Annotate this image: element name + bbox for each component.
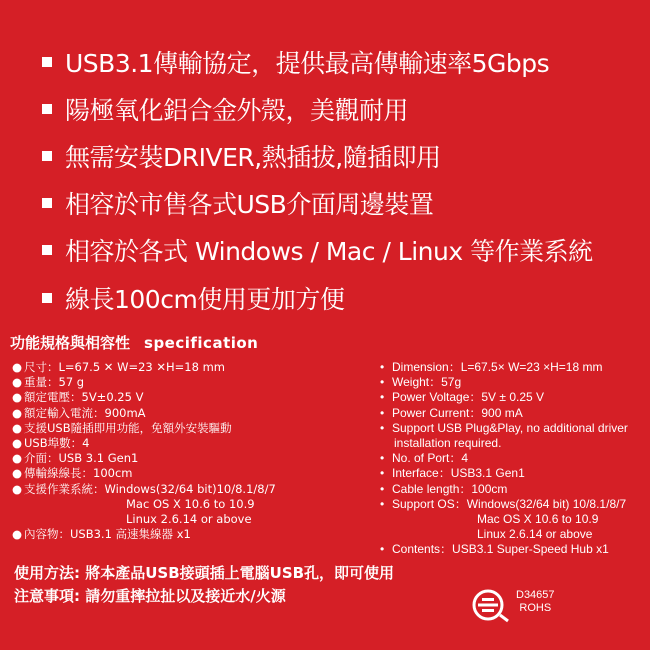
spec-item: ● 支援USB隨插即用功能，免額外安裝驅動	[12, 420, 232, 435]
spec-item-continuation: installation required.	[394, 436, 502, 451]
dot-bullet-icon: ●	[12, 390, 23, 405]
dot-bullet-icon: ●	[12, 420, 23, 435]
spec-list-en	[380, 360, 628, 558]
feature-text: 相容於市售各式USB介面周邊裝置	[65, 190, 434, 220]
dot-bullet-icon: •	[380, 360, 385, 374]
dot-bullet-icon: ●	[12, 481, 23, 496]
dot-bullet-icon: •	[380, 451, 385, 466]
dot-bullet-icon: ●	[12, 375, 23, 390]
spec-item: ● 額定輸入電流：900mA	[12, 405, 146, 420]
square-bullet-icon	[42, 151, 52, 161]
feature-list	[42, 38, 642, 321]
bsmi-certification-icon	[470, 587, 512, 623]
square-bullet-icon	[42, 198, 52, 208]
feature-text: 相容於各式 Windows / Mac / Linux 等作業系統	[65, 237, 593, 267]
dot-bullet-icon: •	[380, 390, 385, 405]
feature-text: 無需安裝DRIVER,熱插拔,隨插即用	[65, 142, 441, 172]
feature-item	[42, 180, 642, 227]
spec-heading	[10, 332, 258, 353]
usage-method: 使用方法: 將本產品USB接頭插上電腦USB孔，即可使用	[14, 564, 395, 582]
spec-list-zh	[12, 360, 276, 542]
spec-item: • Cable length：100cm	[380, 481, 508, 496]
spec-item: ● 介面：USB 3.1 Gen1	[12, 451, 139, 466]
dot-bullet-icon: •	[380, 420, 385, 435]
feature-item	[42, 132, 642, 179]
spec-item-continuation: Linux 2.6.14 or above	[126, 512, 252, 527]
dot-bullet-icon: ●	[12, 451, 23, 466]
spec-item: ● USB埠數：4	[12, 436, 90, 451]
feature-item	[42, 227, 642, 274]
spec-item: • Weight：57g	[380, 375, 462, 390]
dot-bullet-icon: ●	[12, 466, 23, 481]
spec-item: • Power Voltage：5V ± 0.25 V	[380, 390, 545, 405]
spec-item: ● 傳輸線線長：100cm	[12, 466, 133, 481]
feature-text: 陽極氧化鋁合金外殼，美觀耐用	[65, 95, 409, 125]
square-bullet-icon	[42, 293, 52, 303]
certification-mark	[470, 585, 580, 625]
spec-item: ● 尺寸：L=67.5 ✕ W=23 ✕H=18 mm	[12, 360, 226, 374]
square-bullet-icon	[42, 104, 52, 114]
spec-heading-en: specification	[144, 334, 259, 352]
square-bullet-icon	[42, 57, 52, 67]
spec-item: ● 額定電壓：5V±0.25 V	[12, 390, 144, 405]
cert-code: D34657	[516, 589, 555, 601]
dot-bullet-icon: •	[380, 496, 385, 511]
dot-bullet-icon: ●	[12, 436, 23, 451]
feature-item	[42, 85, 642, 132]
square-bullet-icon	[42, 245, 52, 255]
usage-notes	[14, 562, 394, 608]
spec-item: ● 內容物：USB3.1 高速集線器 x1	[12, 527, 191, 542]
spec-item: • Contents：USB3.1 Super-Speed Hub x1	[380, 542, 609, 557]
feature-text: 線長100cm使用更加方便	[65, 284, 345, 314]
usage-notice: 注意事項: 請勿重摔拉扯以及接近水/火源	[14, 587, 286, 605]
feature-item	[42, 38, 642, 85]
spec-item: • Support OS：Windows(32/64 bit) 10/8.1/8/7	[380, 496, 627, 511]
spec-item-continuation: Linux 2.6.14 or above	[477, 527, 593, 542]
spec-item: • Interface：USB3.1 Gen1	[380, 466, 525, 481]
spec-item: • No. of Port：4	[380, 451, 469, 466]
dot-bullet-icon: •	[380, 375, 385, 390]
cert-rohs: ROHS	[519, 602, 552, 614]
spec-item-continuation: Mac OS X 10.6 to 10.9	[126, 496, 255, 511]
dot-bullet-icon: ●	[12, 405, 23, 420]
spec-item-continuation: Mac OS X 10.6 to 10.9	[477, 512, 599, 527]
dot-bullet-icon: •	[380, 466, 385, 481]
spec-item: • Dimension：L=67.5× W=23 ×H=18 mm	[380, 360, 603, 374]
spec-item: ● 支援作業系統：Windows(32/64 bit)10/8.1/8/7	[12, 481, 276, 496]
dot-bullet-icon: •	[380, 542, 385, 557]
feature-text: USB3.1傳輸協定，提供最高傳輸速率5Gbps	[65, 48, 550, 78]
dot-bullet-icon: ●	[12, 360, 23, 374]
spec-item: • Support USB Plug&Play, no additional driver	[380, 420, 628, 435]
dot-bullet-icon: •	[380, 405, 385, 420]
dot-bullet-icon: ●	[12, 527, 23, 542]
feature-item	[42, 274, 642, 321]
dot-bullet-icon: •	[380, 481, 385, 496]
spec-item: • Power Current：900 mA	[380, 405, 523, 420]
spec-item: ● 重量：57 g	[12, 375, 85, 390]
spec-heading-zh: 功能規格與相容性	[10, 334, 131, 352]
